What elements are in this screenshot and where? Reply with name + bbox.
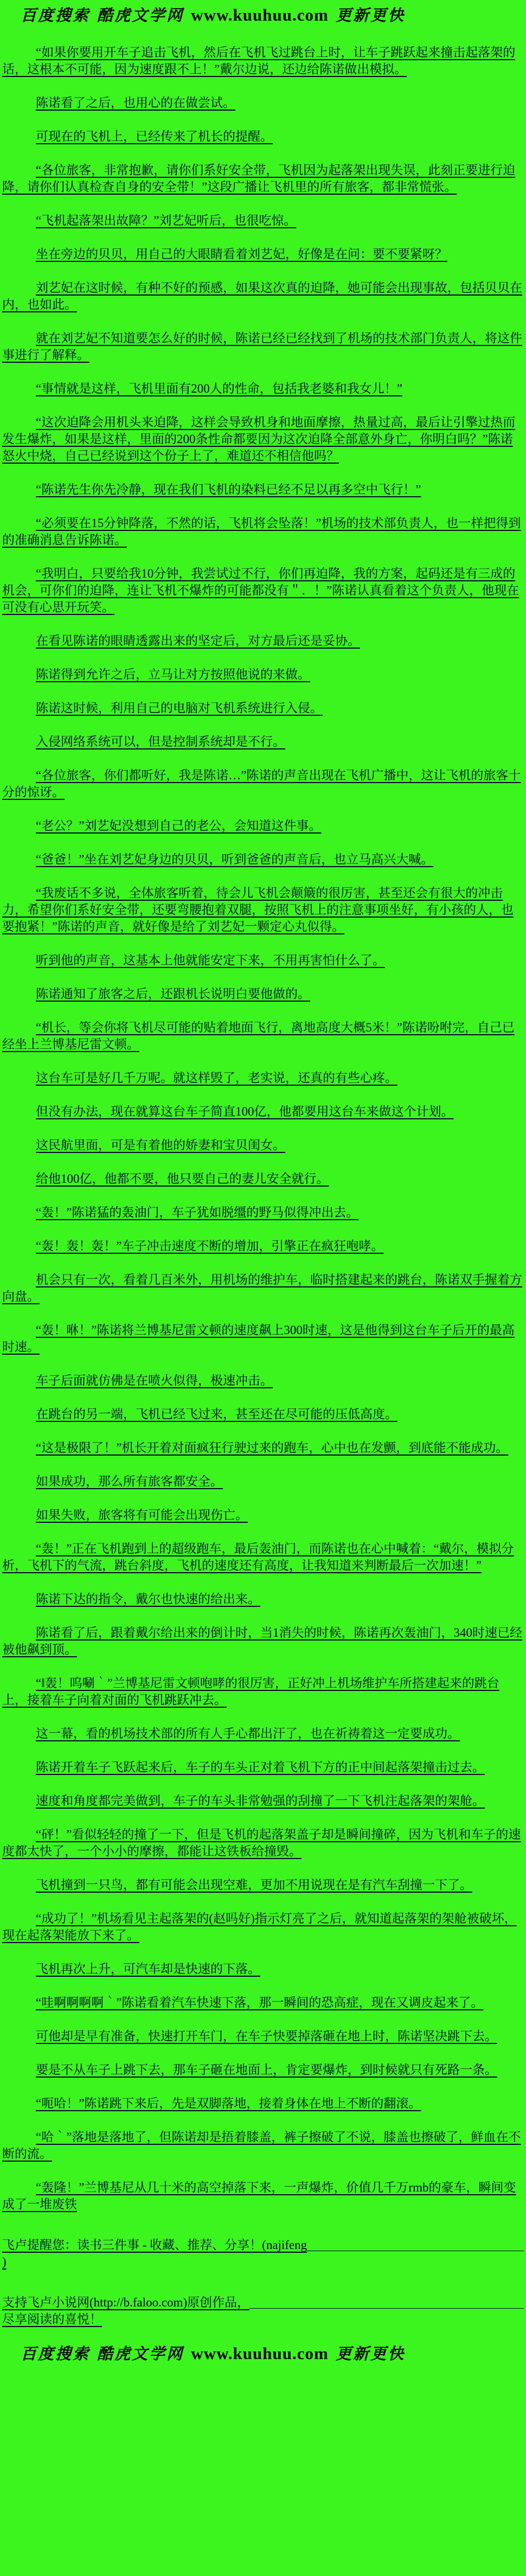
paragraph: “事情就是这样，飞机里面有200人的性命，包括我老婆和我女儿！” <box>36 382 402 395</box>
paragraph: 这台车可是好几千万呢。就这样毁了，老实说，还真的有些心疼。 <box>36 1071 397 1085</box>
paragraph: “轰！轰！轰！”车子冲击速度不断的增加，引擎正在疯狂咆哮。 <box>36 1239 384 1253</box>
paragraph: 飞机撞到一只鸟，都有可能会出现空难，更加不用说现在是有汽车刮撞一下了。 <box>36 1878 472 1892</box>
promo-support-line2 <box>2 2311 524 2328</box>
promo-support-block <box>2 2294 524 2328</box>
paragraph: “轰！”陈诺猛的轰油门，车子犹如脱缰的野马似得冲出去。 <box>36 1206 359 1219</box>
paragraph: “轰！”正在飞机跑到上的超级跑车，最后轰油门，而陈诺也在心中喊着：“戴尔，模拟分析，飞机下的气流，跳台斜度，飞机的速度还有高度，让我知道来判断最后一次加速！” <box>2 1542 514 1572</box>
paragraph: 陈诺得到允许之后，立马让对方按照他说的来做。 <box>36 668 310 681</box>
paragraph: 刘艺妃在这时候，有种不好的预感，如果这次真的迫降，她可能会出现事故，包括贝贝在内，也如此。 <box>2 281 522 311</box>
paragraph: “我明白，只要给我10分钟，我尝试过不行，你们再迫降，我的方案，起码还是有三成的机会，可你们的迫降，连让飞机不爆炸的可能都没有＂．！”陈诺认真看着这个负责人，他现在可没有心思开玩笑。 <box>2 567 519 614</box>
paragraph: “各位旅客，你们都听好，我是陈诺…”陈诺的声音出现在飞机广播中，这让飞机的旅客十分的惊讶。 <box>2 768 521 799</box>
promo-reminder-line2 <box>2 2253 524 2270</box>
paragraph: “哈｀”落地是落地了，但陈诺却是捂着膝盖，裤子擦破了不说，膝盖也擦破了，鲜血在不断的流。 <box>2 2130 521 2161</box>
paragraph: “各位旅客，非常抱歉，请你们系好安全带，飞机因为起落架出现失误，此刻正要进行迫降，请你们认真检查自身的安全带！”这段广播让飞机里的所有旅客，都非常慌张。 <box>2 163 516 194</box>
promo-support-line1 <box>2 2294 524 2311</box>
promo-reminder-line1 <box>2 2237 524 2253</box>
paragraph: 给他100亿，他都不要，他只要自己的妻儿安全就行。 <box>36 1172 329 1186</box>
paragraph: “爸爸！”坐在刘艺妃身边的贝贝，听到爸爸的声音后，也立马高兴大喊。 <box>36 853 434 866</box>
paragraph: 听到他的声音，这基本上他就能安定下来，不用再害怕什么了。 <box>36 953 385 967</box>
paragraph: 陈诺这时候，利用自己的电脑对飞机系统进行入侵。 <box>36 701 323 715</box>
paragraph: 这一幕，看的机场技术部的所有人手心都出汗了，也在祈祷着这一定要成功。 <box>36 1727 460 1740</box>
promo-reminder-block <box>2 2237 524 2270</box>
paragraph: “飞机起落架出故障？”刘艺妃听后，也很吃惊。 <box>36 214 297 227</box>
top-site-banner <box>2 3 524 25</box>
paragraph: 如果成功，那么所有旅客都安全。 <box>36 1475 223 1488</box>
paragraph: “这是极限了！”机长开着对面疯狂行驶过来的跑车，心中也在发颤，到底能不能成功。 <box>36 1441 509 1454</box>
paragraph: 这民航里面，可是有着他的娇妻和宝贝闺女。 <box>36 1138 285 1152</box>
footer-site-url: www.kuuhuu.com <box>191 2344 329 2363</box>
underline-tail <box>249 2308 524 2309</box>
paragraph: 陈诺开着车子飞跃起来后，车子的车头正对着飞机下方的正中间起落架撞击过去。 <box>36 1760 485 1774</box>
paragraph: 陈诺看了后，跟着戴尔给出来的倒计时，当1消失的时候，陈诺再次轰油门，340时速已经被他飙到顶。 <box>2 1626 522 1656</box>
paragraph: 就在刘艺妃不知道要怎么好的时候，陈诺已经已经找到了机场的技术部门负责人，将这件事进行了解释。 <box>2 331 522 362</box>
paragraph: “轰隆！”兰博基尼从几十米的高空掉落下来，一声爆炸，价值几千万rmb的豪车，瞬间变成了一堆废铁 <box>2 2181 516 2211</box>
promo-reminder-text-wrap: ) <box>2 2255 7 2269</box>
paragraph: “如果你要用开车子追击飞机，然后在飞机飞过跳台上时，让车子跳跃起来撞击起落架的话，这根本不可能，因为速度跟不上！”戴尔边说，还边给陈诺做出模拟。 <box>2 46 516 76</box>
paragraph: “这次迫降会用机头来迫降，这样会导致机身和地面摩擦，热量过高，最后让引擎过热而发生爆炸，如果是这样，里面的200条性命都要因为这次迫降全部意外身亡，你明白吗？”陈诺怒火中烧，自己已经说到这个份子上了，难道还不相信他吗？ <box>2 415 516 463</box>
promo-reminder-text: 飞卢提醒您：读书三件事 - 收藏、推荐、分享！(najifeng <box>2 2238 307 2252</box>
paragraph: 但没有办法，现在就算这台车子简直100亿，他都要用这台车来做这个计划。 <box>36 1105 454 1118</box>
paragraph: “砰！”看似轻轻的撞了一下，但是飞机的起落架盖子却是瞬间撞碎，因为飞机和车子的速度都太快了，一个小小的摩擦，都能让这铁板给撞毁。 <box>2 1828 521 1858</box>
paragraph: 陈诺通知了旅客之后，还跟机长说明白要他做的。 <box>36 987 310 1001</box>
paragraph: “‖轰！呜唰｀”兰博基尼雷文顿咆哮的很厉害，正好冲上机场维护车所搭建起来的跳台上，接着车子向着对面的飞机跳跃冲去。 <box>2 1676 499 1707</box>
paragraph: “成功了！”机场看见主起落架的(赵吗好)指示灯亮了之后，就知道起落架的架舱被破坏，现在起落架能放下来了。 <box>2 1912 517 1942</box>
footer-slogan: 更新更快 <box>336 2344 406 2363</box>
paragraph: “机长，等会你将飞机尽可能的贴着地面飞行，离地高度大概5米！”陈诺吩咐完，自己已经坐上兰博基尼雷文顿。 <box>2 1021 515 1051</box>
paragraph: “轰！咻！”陈诺将兰博基尼雷文顿的速度飙上300时速，这是他得到这台车子后开的最高时速。 <box>2 1323 515 1354</box>
paragraph: 陈诺看了之后，也用心的在做尝试。 <box>36 96 235 110</box>
paragraph: 飞机再次上升，可汽车却是快速的下落。 <box>36 1962 260 1976</box>
paragraph: 车子后面就仿佛是在喷火似得，极速冲击。 <box>36 1374 273 1387</box>
paragraph: 速度和角度都完美做到，车子的车头非常勉强的刮撞了一下飞机注起落架的架舱。 <box>36 1794 485 1808</box>
promo-support-text: 支持飞卢小说网(http://b.faloo.com)原创作品， <box>2 2296 250 2309</box>
promo-support-text-wrap: 尽享阅读的喜悦！ <box>2 2312 102 2326</box>
paragraph: 坐在旁边的贝贝，用自己的大眼睛看着刘艺妃，好像是在问：要不要紧呀？ <box>36 247 447 261</box>
paragraph: 要是不从车子上跳下去，那车子砸在地面上，肯定要爆炸，到时候就只有死路一条。 <box>36 2063 497 2077</box>
paragraph: 机会只有一次，看着几百米外，用机场的维护车，临时搭建起来的跳台，陈诺双手握着方向盘。 <box>2 1273 522 1303</box>
paragraph: “我废话不多说，全体旅客听着，待会儿飞机会颠簸的很厉害，甚至还会有很大的冲击力，希望你们系好安全带，还要弯腰抱着双腿，按照飞机上的注意事项坐好，有小孩的人，也要抱紧！”陈诺的声音，就好像是给了刘艺妃一颗定心丸似得。 <box>2 886 514 933</box>
paragraph: “呃哈！”陈诺跳下来后，先是双脚落地，接着身体在地上不断的翻滚。 <box>36 2097 421 2110</box>
paragraph: “哇啊啊啊啊｀”陈诺看着汽车快速下落，那一瞬间的恐高症，现在又调皮起来了。 <box>36 1996 484 2009</box>
paragraph: 在看见陈诺的眼睛透露出来的坚定后，对方最后还是妥协。 <box>36 634 360 648</box>
footer-site-name: 百度搜索 酷虎文学网 <box>21 2344 184 2363</box>
paragraph: 可现在的飞机上，已经传来了机长的提醒。 <box>36 130 273 143</box>
paragraph: 陈诺下达的指令，戴尔也快速的给出来。 <box>36 1592 260 1606</box>
paragraph: “陈诺先生你先冷静，现在我们飞机的染料已经不足以再多空中飞行！” <box>36 483 421 496</box>
bottom-site-banner <box>2 2342 524 2364</box>
paragraph: 如果失败，旅客将有可能会出现伤亡。 <box>36 1508 248 1522</box>
paragraph: 入侵网络系统可以，但是控制系统却是不行。 <box>36 735 285 748</box>
paragraph: “老公？”刘艺妃没想到自己的老公，会知道这件事。 <box>36 819 322 832</box>
chapter-body <box>2 44 524 2213</box>
banner-site-name: 百度搜索 酷虎文学网 <box>21 6 184 24</box>
banner-slogan: 更新更快 <box>336 6 406 24</box>
paragraph: 可他却是早有准备，快速打开车门，在车子快要掉落砸在地上时，陈诺坚决跳下去。 <box>36 2029 497 2043</box>
paragraph: 在跳台的另一端，飞机已经飞过来，甚至还在尽可能的压低高度。 <box>36 1407 397 1421</box>
banner-site-url: www.kuuhuu.com <box>191 5 329 24</box>
paragraph: “必须要在15分钟降落，不然的话，飞机将会坠落！”机场的技术部负责人，也一样把得到的准确消息告诉陈诺。 <box>2 516 521 547</box>
